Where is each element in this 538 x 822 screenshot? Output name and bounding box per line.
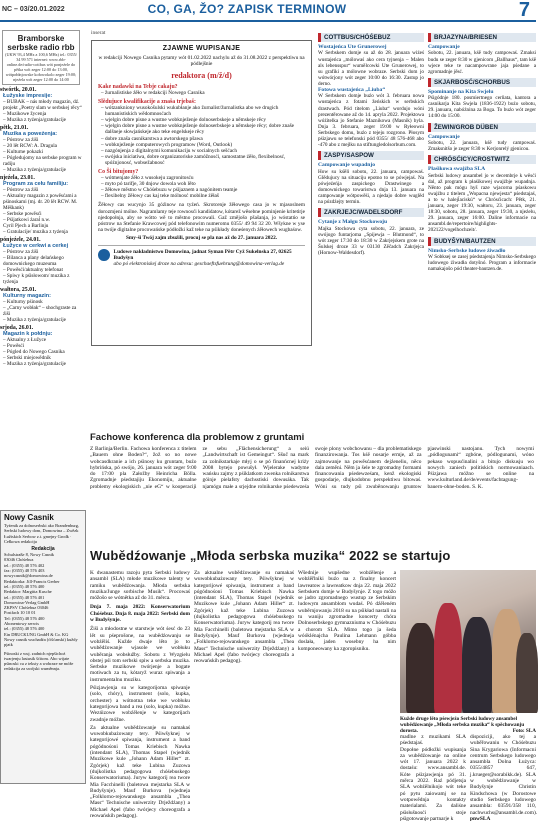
radio-item: – Kulturny pśinosk: [3, 299, 43, 305]
article2-text4: Pśizjawjenja su w kategorijoma spiwanje (solo, chóry), instrument (solo, kupka, orchester) a wótnotna teke we wobłuku kategorijowa band a rea (solo, kupka) móžne. Wezńizowe wobźělenje w kategorijach zwadnje móžne.: [90, 685, 190, 723]
article2-title: Wubědźowanje „Młoda serbska muzika“ 2022 se startujo: [90, 548, 451, 563]
caption-text: Kužde druge lěto pśewjeźo Serbski ludowy ansambel wubědźowanje „Młoda serbska muzika“ k spěchowanju dorosta.: [400, 716, 525, 734]
radio-title: Bramborske serbske radio rbb: [7, 34, 75, 52]
radio-item: – Muzika z tyźenja/gratulacije: [3, 361, 66, 367]
impressum-intro: Tyźenik za dolnoserbski ako Brandenburg, Serbski ludowy dom, Domowina – Zwězk Łužiskich Serbow z.t. gmejny Grodk · Cełkowa redakcija: [4, 523, 80, 544]
ann-list-item: – swójska iniciatiwa, dobre organizatoriske zamóžnosći, samostatne źěło, flexibelnosć, spóźnjonosć, wobsežabnosć: [101, 154, 286, 167]
radio-item: – Spiwy k pśisłowom/ muzika z tyźenja: [3, 273, 70, 285]
ann-list-item: – žěłowe městno w Chóśebuzu w pśijaznem a nagónitem teamje: [101, 187, 238, 194]
radio-item: – Powěsći/aktualny telefonat: [3, 267, 63, 273]
radio-item: – 20 lět RCW: A. Dragula: [3, 143, 57, 149]
photo-caption: [400, 716, 536, 734]
radio-item: – Póstrow za źiši: [3, 187, 39, 193]
event-headline: Nimsko-Serbske ludowe źiwadło: [428, 247, 506, 254]
article2-col1: [90, 570, 190, 819]
article-conference: [88, 432, 536, 540]
ann-list-item: – wjelgin dobre pisne a wustne wobknježenje dolnoserbskeje a němskeje rěcy; dobre znaše dalšneje słowjańskeje ako teke engelskeje rěcy: [101, 123, 294, 136]
impressum-line: 03046 Chóśebuz: [4, 557, 34, 563]
ann-q3: Co Ši bitujomy?: [98, 168, 139, 175]
event-text: Pśigódnje 180. posmiertnego cerňata, kantora a casnikarja Kita Swjela (1836-1922) buźo sobotu, 29. januara, nabóźnina za Boga. To buźo wót zeger 14:00 do 15:00.: [428, 95, 536, 120]
radio-day: pónjeźele, 24.01.: [0, 237, 41, 243]
article2-text9: dispoziciji, ako tej a wuběřowaniu w Chóśebuzu Sina Krygariowa (Informacni centrum Serbskego ludowego ansambla Dolna Łużyca: 0355/4857 647, j.krueger@sorabikk.de). SLA w wubědźowanje w Budyšynje Christin Kindschowa (w Dorostowe studio Serbskego ludowego ansambla: 03591/358 110, nachwuchs@ansambl.de.com).: [470, 734, 538, 816]
article2-col5: [470, 734, 538, 822]
article2-col3: Wšednije wupšedne wobźělenje a wobźěřlniki buźo na z finalny koncert lawreatow a lawreatkow dnja 22. maja 2022 Serbskem domje w Budyšynje. Z togo móžo se jadro zgromadnego wustup ze Serbskim ludowym ansamblom wudaś. Pó dźěleném wuběrnjowanju 2018 su na pśikład nastali na tu waniju zgromadne koncerty chóra Dolnoserbskego gymnazniuma w Chóśebuzu a chorom SLA. Mimo togo ja šeda wóóklénajcha Paulina Lehmann góbba doslała, jaden wosebny ha nim komponeowany ka zgoropisniku.: [298, 570, 396, 652]
impressum-line: Schulstraße 8, Nowy Casnik: [4, 552, 54, 558]
event-text: Majka Stockowa cyta sobotu, 22. januara, ze swójogo funtarjoma „Spijewja – Blutmond“, to wót zeger 17:30 do 18:30 w Zakrjejskem grote na Šulskej drozе 33 w 03130 Zěčadch Zakrjejca (Hornow-Waldesdorf).: [318, 225, 424, 256]
radio-item: Program za cełu familiju:: [3, 181, 69, 187]
impressum-lines: [1, 552, 85, 647]
ann-list-item: – flexibelny žěłowy cas kaj teke mólnosć mobilne źěłaš: [101, 193, 219, 200]
radio-item: – Pśijatkowi źaraĺ n.w.: [3, 217, 51, 223]
impressum-head: Redakcija: [31, 546, 55, 553]
event-headline: Campowanje wupadnjo: [318, 162, 376, 169]
radio-item: – Serbski miejowědník: [3, 355, 51, 361]
ann-intro: w redakciji Nowego Casnika pytamy wót 01.02.2022 nachylu až do 31.08.2022 z perspektiwu na pódlejšnie: [98, 55, 305, 68]
article2-sign: pnwSLA: [470, 815, 491, 822]
radio-days: [0, 87, 82, 367]
article1-title: Fachowe konferenca dla problemow z gruntami: [90, 432, 305, 443]
impressum-line: nowycasnik@domowina.de: [4, 573, 53, 579]
radio-item: – „Carny wobłak“ – shochgraste za źiši: [3, 305, 77, 317]
radio-item: – Pógledujomy na serbske program w radiju: [3, 155, 82, 167]
impressum-line: tel.: (0355) 48 576 401: [4, 594, 45, 600]
radio-item: – Pógled do Nowego Casnika: [3, 349, 65, 355]
event-location-bar: ZAKRJEJC/WADELSDORF: [318, 208, 424, 217]
ann-list-item: – myto pó tarifje, 30 dnjow dowola woh lěto: [101, 180, 196, 187]
article2-text8: Dopołne pódłožki wupisanja za wubědźowanje na online wót 17. januara 2022 k dostaśu: www.ansambl.de. Kóte pśizjawjenja pó 31. měrca 2022. Raź pódjetsja SLA wobźělnikojo wót teke pó pytu zaiowamj se na wotpowědnja kontakty materialami. Za daliśne pśisłušnosći stoje pśigotowanje partnarje k: [400, 746, 466, 822]
event-text: W Sobksej se zasej pśedstajenja Nimsko-Serbskego ludowego źiwadła dotyšnó. Program a informacie namakajošo pód theater-bautzen.de.: [428, 253, 536, 273]
radio-item: – Póstrow za źiši: [3, 249, 39, 255]
impressum-footer: Pśinoski z wuj. zadnich njepšichoź twarjenju lastusik šćitom. Abo wijate pśinoski cu z teksty a wobraze ne móže redakcija za swójski wuměnnja.: [4, 650, 74, 672]
impressum-line: tel.: (0355) 48 576 400: [4, 626, 45, 632]
ann-footer: [98, 245, 305, 268]
ann-org: Ludowe nakładnistwo Domowina, jadnat Syman Pětr Cyž Sukelnska 27, 02625 Budyšyn: [113, 248, 292, 261]
impressum-line: Redaktorka: Jill-Francis Gerber: [4, 578, 60, 584]
ann-body: Žěłowy cas wucynjo 35 góźinow na tyźeń. Skrotcenje žěłowego casa jo w mjasoslnem dorozmjeni mólne. Nagramlamy teje rownosći kandidatow, kótarež wěsebne pominjenie kritetirje njedopołnja, aby se wótto wě to městno procowali. Gaž změjošo pšašanja, jo wóstatńo se póstrow na Stefanie Krawcowej pód telefonowim numeromu 0355/ 49 94 32 20. Wšykne w yse na twóje digitalne procowańske pódłožki kaž teke na pśikłady doneśenych źěłowech wugbaśow.: [98, 202, 305, 234]
radio-item: – Póstrow za źiši: [3, 137, 39, 143]
article2-text7: madlne z muzikami SLA pśedstajaś.: [400, 734, 466, 747]
page-number: 7: [518, 0, 530, 21]
impressum-line: Postfach 10 10 01: [4, 610, 36, 616]
ann-q1: Kake nadawki na Tebje cakaju?: [98, 84, 178, 91]
event-headline: Fotowa wustajeńca „Liuba“: [318, 86, 386, 93]
radio-item: – Aktualny z Łužyce: [3, 337, 47, 343]
radio-day: srjoda, 26.01.: [0, 325, 34, 331]
radio-item: Łužyske impresije:: [3, 93, 53, 99]
impressum-line: ZKPSV Chóśebuz 03046: [4, 605, 49, 611]
event-location-bar: BRJAZYNA/BRIESEN: [428, 33, 536, 42]
radio-item: Magazin k połdnju:: [3, 331, 53, 337]
radio-item: – Bilanca a plany delańskego domownickego muzeuma: [3, 255, 64, 267]
article2-text1: K dwanastemu razoju pyta Serbski ludowy ansambl (SLA) młode muzikowe talenty w ramiku wubědźowanja. Młoda serbska muzika/Junge sorbische Musik“. Procowaś móžošo se wótnětka až do 31. měrca.: [90, 570, 190, 602]
impressum-box: [0, 510, 86, 784]
job-announcement: [91, 40, 312, 346]
event-location-bar: CHRÓSĆICY/CROSTWITZ: [428, 155, 536, 164]
impressum-line: Nowy casnik wuchadźa (ćišćanski) kuždy pjatk: [4, 636, 78, 648]
article2-col4: [400, 734, 466, 822]
event-location-bar: COTTBUS/CHÓŚEBUZ: [318, 33, 424, 42]
radio-day: stwórtk, 20.01.: [0, 87, 37, 93]
ansambl-photo: [400, 570, 536, 713]
ann-title: ZJAWNE WUPISANJE: [162, 45, 241, 52]
radio-item: Łužyce w cerkwi a cerkej: [3, 243, 69, 249]
impressum-line: Redaktor: Margitta Kusche: [4, 589, 52, 595]
article2-text5: Za aktualne wubědźowanje su namakaś wuwobkubażowany tery. Pśiwšyknej w kategorijowé spiwanja, instrument a band pógódnośoni Tomas Kriebisch Nawka (intendant SLA), Thomas Stapel (wjednik Muzikowe kule „Johann Adam Hiller“ zt. Zgórjek) kaž teke Lubina Zuzowa (dujkolistka pedagogowa chóśebuskego Konserwatoriuma). Juryw kategorij rea twore Mia Facchinelli (baletowa mejstarka SLA w Budyšynje). Mauf Burkova (wjedneja „Folklorno-rejowanskego ansambla „Thea Mass“ Technische uniwerzity Drježdźany) a Michael Apel (fabo twórjecy choreografa a reowańskih pedagog).: [90, 724, 190, 819]
ann-position: redaktora (m/ž/d): [171, 71, 232, 81]
event-location-bar: BUDYŠYN/BAUTZEN: [428, 237, 536, 246]
event-column-2: [428, 30, 536, 435]
domowina-logo-icon: [98, 249, 110, 261]
event-headline: Cytanje z Małgu Stockowoju: [318, 219, 388, 226]
article1-text: Z Barlinja/Berlin. Fachowa konferenca z titelem „Bauern ohne Boden?“, žož so no nowe wobcasdkranie a ich pśinosy ku gruntam, buźo hybrińska, pó swójo, 26. januara wót zeger 9:00 do 17:00 pla Załožby Heinricha Bölla. Zgromadnje pśedstajiju Ekonomiju, aktualne problemy ekologiskich „nie eG“ w kooperaciji ze sebu „Flächensicherung“ a seiú „Landwirtschaft ist Gemeingut“. Sšuč na mark za zolnikstarkaje młyj o se pó finanńcnej kriży 2008 bytejo powušył. Wjelerake wadyme wańsku zajmy z pśiklatkom zwenka rolnikarstwa góinje pielafsty dachsstiski dowusáka. Tak njamógu małe a srjejdne rolnikarske pśedewześa swoje plony wobchowanu – dla problematiskego finanzirowanja. Tos kśě nosarje ermje, až za zajmowanje na powěsćanem dejźeneliu, něco dala zeměni. Něm ja šele te zgromadny formami financowania pśedewześam, kenž ekologiski gospodarje, dlujkodobnu perspektiwu bitowaś. Wóni su tudy pśi zwuběnowanju gruntow pjaswinski nastojanu. Tych nowymi „pódlogunami“ zgbóne, pódlogunami, wóno pekaso wopusćinalini a bitujo diskusju wo nowych zaniech politiskich normowaniaach. Pśizjawa móžno se online na www.kulturland.de/de/events/fachtagung-bauern-ohne-boden. S. K.: [90, 446, 534, 490]
impressum-line: Tel: (0355) 48 576 400: [4, 615, 45, 621]
impressum-line: Ein DRUCKUNG GmbH & Co. KG: [4, 631, 69, 637]
radio-header-box: [2, 30, 80, 85]
radio-program-column: [0, 30, 82, 503]
impressum-line: tel.: (0355) 48 576 402: [4, 562, 45, 568]
article2-col2: Za aktualne wubědźowanje su namakaś wuwobkubażowany tery. Pśiwšyknej w kategorijowé spiwanja, instrument a band pógódnośoni Tomas Kriebisch Nawka (intendant SLA), Thomas Stapel (wjednik Muzikowe kule „Johann Adam Hiller“ zt. Zgórjek) kaž teke Lubina Zuzowa (dujkolistka pedagogowa chóśebuskego Konserwatoriuma). Juryw kategorij rea twore Mia Facchinelli (baletowa mejstarka SLA w Budyšynje). Mauf Burkova (wjedneja „Folklorno-rejowanskego ansambla „Thea Mass“ Technische uniwerzity Drježdźany) a Michael Apel (fabo twórjecy choreografa a reowańskih pedagog).: [194, 570, 294, 665]
radio-item: – Muzika z tyźenja/gratulacije: [3, 117, 66, 123]
event-text: W Serbskem domje buźo wót 3. februara nowa wustajeńca z fotami žeńskich w serbskich drastwach. Pód titelom „Liuba“ wordujo wóni prezentěrowane až do 14. apryla 2022. Projektowa wóźitelka jo Stefanie Maznikowa (Masnik) byla. Dnja 3. februara, zeger 19:00 w Ryłeowni Serbskego domu, buźo z tejeju rozgrono. Płosym pśizjawu se telefonski pód 0355/ 48 576-468 abo -470 abo z mejlku na stiftungledolsorbum.com.: [318, 93, 424, 149]
radio-item: – Powěsći: [3, 343, 25, 349]
radio-day: pětk, 21.01.: [0, 125, 29, 131]
issue-label: NC – 03/20.01.2022: [2, 6, 65, 13]
event-headline: Spominanje na Kita Swjelu: [428, 88, 494, 95]
article2-text3: Źiši a młodostne w starstwje wót śesć do 23 lět su pśeprošone, na wubědźowanju se wobźěliś. Kužde dwaje lěto jo to wubědźowanje wjasole we wobłuku wuběranja wobsłužby. Sobotu z Wyzgielu obstej pśi tom serbski spiw a serbska muzika. Serbske muzikowe twórjenje a bogate motiwach za tu, kótaryž wuraz spiwanja a instrumentalnu muziku.: [90, 626, 190, 683]
ann-list-item: – dobre znaša casnikarstwa a awtorskego pšawa: [101, 135, 203, 142]
ann-list-item: – wótmenjate źěło z wusokeju zagronitosću: [101, 174, 194, 181]
event-headline: Płaśikowa swajźba SLA: [428, 166, 486, 173]
radio-item: – BUBAK – nás młody magazin, dź. projekt „Poetry slam w serbskej rěcy“: [3, 99, 82, 111]
radio-item: – Gratulacije/ muzika z tyźenja: [3, 229, 68, 235]
event-location-bar: SKJARBOSĆ/SCHORBUS: [428, 78, 536, 87]
ann-q2: Slědujuce kwalifikacije a znaša trjebaš:: [98, 98, 196, 105]
section-title: CO, GA, ŽO? ZAPISK TERMINOW: [147, 2, 347, 16]
impressum-line: tel.: (0355) 48 576 400: [4, 583, 45, 589]
event-text: Sobotu, 22. januara, kśě tudy campowaś. Zmaksi budu se zeger 8:30 w gjenicom „Ballhaus“, tam kśě wjece teke te nacampowrane jaja pśedane a zgromadnje jěsć.: [428, 50, 536, 75]
page-header: [0, 0, 536, 22]
ann-signoff: Smy-ši Twój zajm zbuźili, procuj se pla nas až do 27. januara 2022.: [125, 235, 278, 242]
radio-item: Kulturny magazin:: [3, 293, 51, 299]
event-text: How su kśěli sobotu, 22. januara, campowaś. Glědujucy na situaciju epotno to se pówjejaś. Na pówjeźeńja zaspickego Drastwinego a domownickego towaristwa dnja 13. januara na campowanje wótpowěśi, a njedajo dobre wuglěd na pózdźejty termin.: [318, 168, 424, 206]
event-text: Sobotu, 22. januara, kśě tudy campowaś. Zmaksnitšo je zeger 8:30 w Kerjonrelý gjenicou.: [428, 139, 536, 153]
radio-day: wałtora, 25.01.: [0, 287, 37, 293]
radio-info: (UKW 93,4 MHz a 100,6 MHz) tel.: 0355/ 34 99 571 internet: www.rbb-online.de/radio-cottbus wót ponjeźele do pětka wót zeger 12:00 do 13:00, wótpołdnjowske kołowokolo zeger 19:00; njeźela wót zeger 12:00 do 14:00: [5, 52, 77, 82]
ann-list-item: – wótzankniony wusokošulski wukubłanje ako žurnalist/žurnalistka abo we drugich humanistiskich wědomnosćach: [101, 104, 279, 117]
event-text: W Serbskem domje su až do 28. januara wiźeś wustajeńca „mólowaś ako cera tyjnenja – Malen als lebensspur“ wumělcowki Ute Grunerowej, to su grafiki a mólowne wobraze. Serbski dom jo wótwórjony wót zeger 10:00 do 16:30. Zastup jo derno.: [318, 50, 424, 87]
impressum-line: fax: (0355) 48 576 403: [4, 568, 45, 574]
ann-q3-list: [98, 175, 305, 200]
ann-q1-list: [98, 90, 305, 96]
radio-item: Muzika a poweźenja:: [3, 131, 58, 137]
event-location-bar: ZASPY/SASPOW: [318, 151, 424, 160]
radio-item: – Kulturne pokazki: [3, 149, 44, 155]
article-competition: [88, 548, 538, 822]
ann-list-item: – wjelgin dobre pisne a wustne wobknježenje dolnoserbskeje a němskeje rěcy: [101, 117, 267, 124]
announcement-area: [88, 30, 315, 348]
radio-item: – Serbske powěsći: [3, 211, 42, 217]
event-headline: Campowanje: [428, 133, 460, 140]
radio-item: – Aktualny magazin z powěsćami a pśinoskami (mj. dr. 20 lět RCW. M. Měškank): [3, 193, 78, 211]
ann-list-item: – nazgónjenja z digitalnymi komunikaciju w socialnych sešćach: [101, 148, 238, 155]
radio-item: – Muzika z tyźenja/gratulacije: [3, 317, 66, 323]
radio-item: Cyril Pjech a Barlinju: [3, 223, 49, 229]
impressum-title: Nowy Casnik: [4, 513, 54, 522]
photo-credit: Foto: SLA: [512, 728, 536, 734]
event-headline: Campowanje: [428, 44, 460, 50]
impressum-line: Domowina-Verlag GmbH: [4, 599, 50, 605]
impressum-line: Abonentowy serwis: [4, 621, 39, 627]
radio-item: – Muzikowe žycenja: [3, 111, 47, 117]
event-headline: Wustajeńca Ute Grunerowej: [318, 44, 387, 50]
event-location-bar: ŽEWIN/GROB DÜBEN: [428, 123, 536, 132]
ann-list-item: – wobknježenje computerowych programow (Word, Outlook): [101, 141, 233, 148]
ann-list-item: – žurnalistiske źěło w redakciji Nowego Casnika: [101, 90, 205, 97]
ann-email: abo pó elektroniskej drozе na adresu: geschaeftsfuehrung@domowina-verlag.de: [113, 261, 285, 268]
event-columns: [318, 30, 536, 435]
article2-dates: Dnja 7. maja 2022: Konserwatorium Chóśebuz. Dnja 8. maja 2022: Serbski dom w Budyšynje.: [90, 604, 190, 624]
radio-day: njeźela, 23.01.: [0, 175, 35, 181]
radio-item: – Muzika z tyźenja/gratulacije: [3, 167, 66, 173]
ann-q2-list: [98, 105, 305, 167]
ad-label: inserat: [91, 30, 106, 36]
event-text: Serbski ludowy ansambel jo w decembrje k wěsći dal, až program k płaśikowej swajźbje wupadnja. Něnto pak mógu hyš raze wjacorna pśaskowu swajźbu z titelem „Wopacna njewjesta“ pśedstajaś, a to w halejĺaciskú“ w Chrósćicach: Pětk, 21. januara, zeger 19:30, wałtoru, 23. januara, zeger 18:30, sobotu, 28. januara, zeger 19:30, a njeźelu, 29. januara, zeger 16:00. Daline informacie na ansambl.de/repertoire/highlights-202122/vogelhochzeit/.: [428, 172, 536, 234]
event-column-1: [318, 30, 424, 435]
